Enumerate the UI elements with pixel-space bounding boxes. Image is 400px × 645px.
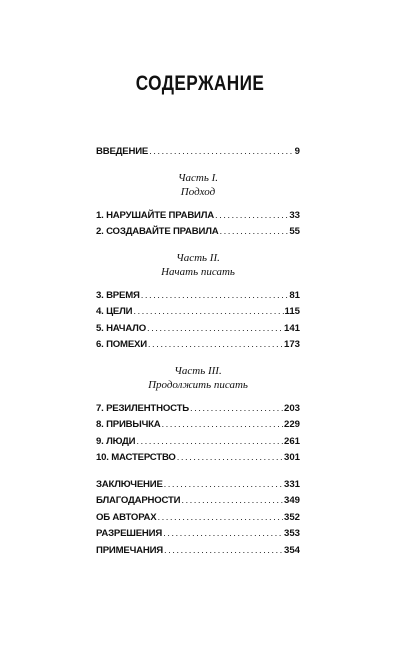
toc-entry[interactable] bbox=[96, 434, 300, 451]
part-subtitle: Подход bbox=[180, 185, 216, 198]
dot-leader bbox=[164, 477, 283, 494]
toc-entry[interactable] bbox=[96, 510, 300, 527]
toc-entry-page: 55 bbox=[289, 226, 300, 237]
dot-leader bbox=[164, 543, 283, 560]
toc-entry-label: 8. ПРИВЫЧКА bbox=[96, 419, 161, 430]
dot-leader bbox=[219, 224, 288, 241]
toc-entry[interactable] bbox=[96, 543, 300, 560]
toc-entry[interactable] bbox=[96, 417, 300, 434]
part-subtitle: Начать писать bbox=[161, 265, 235, 278]
dot-leader bbox=[190, 401, 283, 418]
dot-leader bbox=[133, 304, 283, 321]
dot-leader bbox=[181, 493, 283, 510]
toc-entry-label: 1. НАРУШАЙТЕ ПРАВИЛА bbox=[96, 209, 215, 221]
toc-entry[interactable] bbox=[96, 450, 300, 467]
dot-leader bbox=[162, 417, 283, 434]
dot-leader bbox=[177, 450, 283, 467]
toc-entry-label: 5. НАЧАЛО bbox=[96, 322, 146, 334]
part-heading: Часть III. bbox=[174, 364, 222, 377]
toc-entry-label: БЛАГОДАРНОСТИ bbox=[96, 495, 181, 506]
toc-entry-label: 9. ЛЮДИ bbox=[96, 435, 136, 447]
toc-entry-label: ЗАКЛЮЧЕНИЕ bbox=[96, 478, 163, 490]
toc-entry[interactable] bbox=[96, 526, 300, 543]
toc-entry-label: ОБ АВТОРАХ bbox=[96, 511, 157, 523]
dot-leader bbox=[148, 337, 283, 354]
toc-entry[interactable] bbox=[96, 304, 300, 321]
toc-entry-page: 81 bbox=[289, 289, 300, 301]
toc-entry-page: 261 bbox=[283, 435, 300, 447]
toc-entry-page: 115 bbox=[284, 306, 300, 317]
toc-entry[interactable] bbox=[96, 493, 300, 510]
toc-entry[interactable] bbox=[96, 288, 300, 305]
dot-leader bbox=[215, 208, 288, 225]
table-of-contents bbox=[96, 144, 300, 559]
toc-entry-page: 301 bbox=[283, 452, 300, 463]
toc-entry-page: 331 bbox=[283, 478, 300, 490]
toc-entry-label: 6. ПОМЕХИ bbox=[96, 339, 147, 350]
toc-entry-page: 229 bbox=[283, 419, 300, 430]
toc-entry-label: 4. ЦЕЛИ bbox=[96, 306, 133, 317]
toc-entry-label: 7. РЕЗИЛЕНТНОСТЬ bbox=[96, 402, 189, 414]
toc-entry-page: 349 bbox=[283, 495, 300, 506]
toc-entry-intro[interactable] bbox=[96, 144, 300, 161]
part-heading: Часть I. bbox=[177, 171, 219, 184]
toc-entry[interactable] bbox=[96, 401, 300, 418]
toc-entry-page: 141 bbox=[283, 322, 300, 334]
toc-entry-label: ПРИМЕЧАНИЯ bbox=[96, 544, 163, 556]
part-heading: Часть II. bbox=[176, 251, 220, 264]
toc-entry-label: 10. МАСТЕРСТВО bbox=[96, 452, 176, 463]
dot-leader bbox=[157, 510, 283, 527]
dot-leader bbox=[147, 321, 283, 338]
toc-entry-page: 352 bbox=[283, 511, 300, 523]
toc-entry-label: РАЗРЕШЕНИЯ bbox=[96, 528, 163, 539]
toc-entry[interactable] bbox=[96, 337, 300, 354]
toc-entry-page: 9 bbox=[294, 146, 300, 157]
toc-entry-page: 354 bbox=[283, 544, 300, 556]
toc-entry-label: 2. СОЗДАВАЙТЕ ПРАВИЛА bbox=[96, 226, 219, 237]
toc-entry-page: 203 bbox=[283, 402, 300, 414]
toc-entry-page: 33 bbox=[289, 209, 300, 221]
toc-entry-label: 3. ВРЕМЯ bbox=[96, 289, 140, 301]
dot-leader bbox=[163, 526, 283, 543]
toc-entry[interactable] bbox=[96, 477, 300, 494]
page-title: СОДЕРЖАНИЕ bbox=[135, 72, 265, 95]
dot-leader bbox=[149, 144, 294, 161]
toc-entry[interactable] bbox=[96, 224, 300, 241]
toc-entry-page: 173 bbox=[283, 339, 300, 350]
toc-entry[interactable] bbox=[96, 321, 300, 338]
toc-entry-page: 353 bbox=[283, 528, 300, 539]
toc-entry[interactable] bbox=[96, 208, 300, 225]
part-subtitle: Продолжить писать bbox=[148, 378, 248, 391]
dot-leader bbox=[136, 434, 283, 451]
toc-entry-label: ВВЕДЕНИЕ bbox=[96, 146, 149, 157]
dot-leader bbox=[141, 288, 289, 305]
